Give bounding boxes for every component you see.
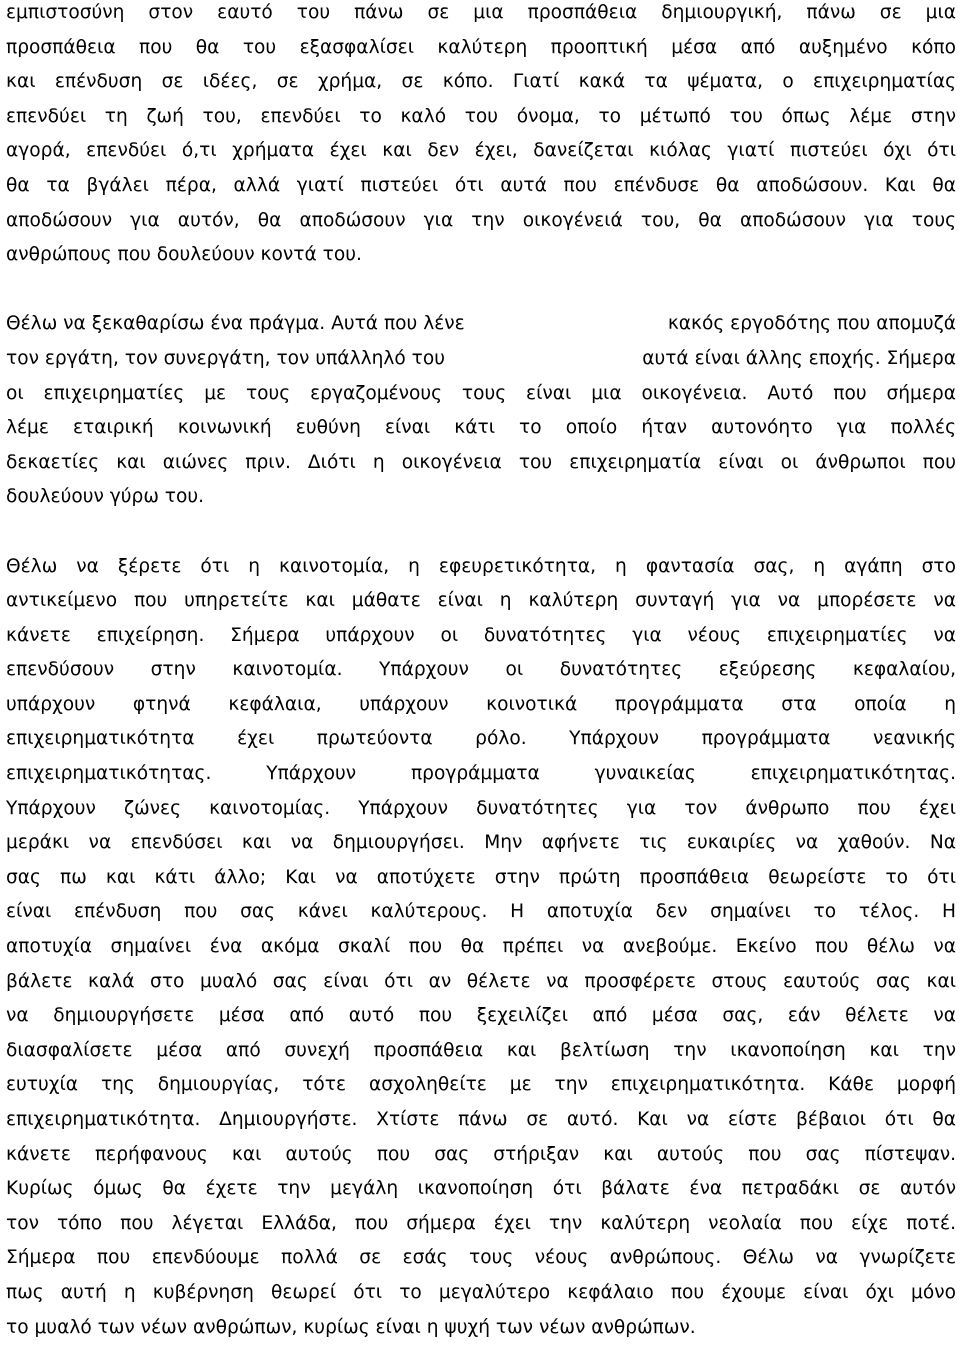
text-line: διασφαλίσετε μέσα από συνεχή προσπάθεια και βελτίωση την ικανοποίηση και την — [6, 1039, 956, 1061]
text-line: το μυαλό των νέων ανθρώπων, κυρίως είναι η ψυχή των νέων ανθρώπων. — [6, 1316, 696, 1338]
text-line: ευτυχία της δημιουργίας, τότε ασχοληθείτε με την επιχειρηματικότητα. Κάθε μορφή — [6, 1074, 956, 1096]
text-line: επενδύσουν στην καινοτομία. Υπάρχουν οι δυνατότητες εξεύρεσης κεφαλαίου, — [6, 659, 956, 681]
text-line: τον τόπο που λέγεται Ελλάδα, που σήμερα έχει την καλύτερη νεολαία που είχε ποτέ. — [6, 1212, 956, 1234]
text-line: ανθρώπους που δουλεύουν κοντά του. — [6, 244, 362, 266]
text-line: αγορά, επενδύει ό,τι χρήματα έχει και δεν έχει, δανείζεται κιόλας γιατί πιστεύει όχι ότι — [6, 140, 956, 162]
text-line: αντικείμενο που υπηρετείτε και μάθατε είναι η καλύτερη συνταγή για να μπορέσετε να — [6, 590, 956, 612]
text-line: κάνετε επιχείρηση. Σήμερα υπάρχουν οι δυνατότητες για νέους επιχειρηματίες να — [6, 624, 956, 646]
text-fragment: τον εργάτη, τον συνεργάτη, τον υπάλληλό του — [6, 347, 445, 369]
text-line: αποδώσουν για αυτόν, θα αποδώσουν για την οικογένειά του, θα αποδώσουν για τους — [6, 209, 956, 231]
text-line: Υπάρχουν ζώνες καινοτομίας. Υπάρχουν δυνατότητες για τον άνθρωπο που έχει — [6, 797, 956, 819]
text-line: επενδύει τη ζωή του, επενδύει το καλό του όνομα, το μέτωπό του όπως λέμε στην — [6, 105, 956, 127]
text-line: αποτυχία σημαίνει ένα ακόμα σκαλί που θα πρέπει να ανεβούμε. Εκείνο που θέλω να — [6, 936, 956, 958]
text-line: δεκαετίες και αιώνες πριν. Διότι η οικογένεια του επιχειρηματία είναι οι άνθρωποι που — [6, 451, 956, 473]
text-line-split — [6, 307, 956, 342]
text-line: μεράκι να επενδύσει και να δημιουργήσει. Μην αφήνετε τις ευκαιρίες να χαθούν. Να — [6, 832, 956, 854]
text-line: λέμε εταιρική κοινωνική ευθύνη είναι κάτι το οποίο ήταν αυτονόητο για πολλές — [6, 417, 956, 439]
text-line: και επένδυση σε ιδέες, σε χρήμα, σε κόπο. Γιατί κακά τα ψέματα, ο επιχειρηματίας — [6, 71, 956, 93]
text-fragment: αυτά είναι άλλης εποχής. Σήμερα — [642, 347, 956, 369]
paragraph-spacer — [6, 273, 956, 308]
text-line: υπάρχουν φτηνά κεφάλαια, υπάρχουν κοινοτικά προγράμματα στα οποία η — [6, 693, 956, 715]
text-line: εμπιστοσύνη στον εαυτό του πάνω σε μια προσπάθεια δημιουργική, πάνω σε μια — [6, 2, 956, 23]
text-line: επιχειρηματικότητας. Υπάρχουν προγράμματα γυναικείας επιχειρηματικότητας. — [6, 763, 956, 785]
text-line: κάνετε περήφανους και αυτούς που σας στήριξαν και αυτούς που σας πίστεψαν. — [6, 1143, 956, 1165]
text-line: είναι επένδυση που σας κάνει καλύτερους. Η αποτυχία δεν σημαίνει το τέλος. Η — [6, 901, 956, 923]
text-line: δουλεύουν γύρω του. — [6, 486, 205, 508]
text-line: επιχειρηματικότητα έχει πρωτεύοντα ρόλο. Υπάρχουν προγράμματα νεανικής — [6, 728, 956, 750]
text-line: βάλετε καλά στο μυαλό σας είναι ότι αν θέλετε να προσφέρετε στους εαυτούς σας και — [6, 970, 956, 992]
text-line: Κυρίως όμως θα έχετε την μεγάλη ικανοποίηση ότι βάλατε ένα πετραδάκι σε αυτόν — [6, 1178, 956, 1200]
text-line: επιχειρηματικότητα. Δημιουργήστε. Χτίστε πάνω σε αυτό. Και να είστε βέβαιοι ότι θα — [6, 1109, 956, 1130]
text-line: οι επιχειρηματίες με τους εργαζομένους τους είναι μια οικογένεια. Αυτό που σήμερα — [6, 382, 956, 404]
text-line: θα τα βγάλει πέρα, αλλά γιατί πιστεύει ότι αυτά που επένδυσε θα αποδώσουν. Και θα — [6, 174, 956, 196]
paragraph-1 — [6, 0, 956, 273]
text-line-split — [6, 342, 956, 377]
paragraph-3 — [6, 550, 956, 1346]
paragraph-spacer — [6, 515, 956, 550]
text-fragment: κακός εργοδότης που απομυζά — [667, 313, 956, 335]
text-line: να δημιουργήσετε μέσα από αυτό που ξεχειλίζει από μέσα σας, εάν θέλετε να — [6, 1005, 956, 1027]
text-line: σας πω και κάτι άλλο; Και να αποτύχετε στην πρώτη προσπάθεια θεωρείστε το ότι — [6, 866, 956, 888]
text-line: προσπάθεια που θα του εξασφαλίσει καλύτερη προοπτική μέσα από αυξημένο κόπο — [6, 36, 956, 58]
text-line: πως αυτή η κυβέρνηση θεωρεί ότι το μεγαλύτερο κεφάλαιο που έχουμε είναι όχι μόνο — [6, 1281, 956, 1303]
text-line: Θέλω να ξέρετε ότι η καινοτομία, η εφευρετικότητα, η φαντασία σας, η αγάπη στο — [6, 555, 956, 577]
text-fragment: Θέλω να ξεκαθαρίσω ένα πράγμα. Αυτά που λένε — [6, 313, 465, 335]
paragraph-2 — [6, 307, 956, 515]
text-line: Σήμερα που επενδύουμε πολλά σε εσάς τους νέους ανθρώπους. Θέλω να γνωρίζετε — [6, 1247, 956, 1269]
document-page — [6, 0, 956, 1345]
